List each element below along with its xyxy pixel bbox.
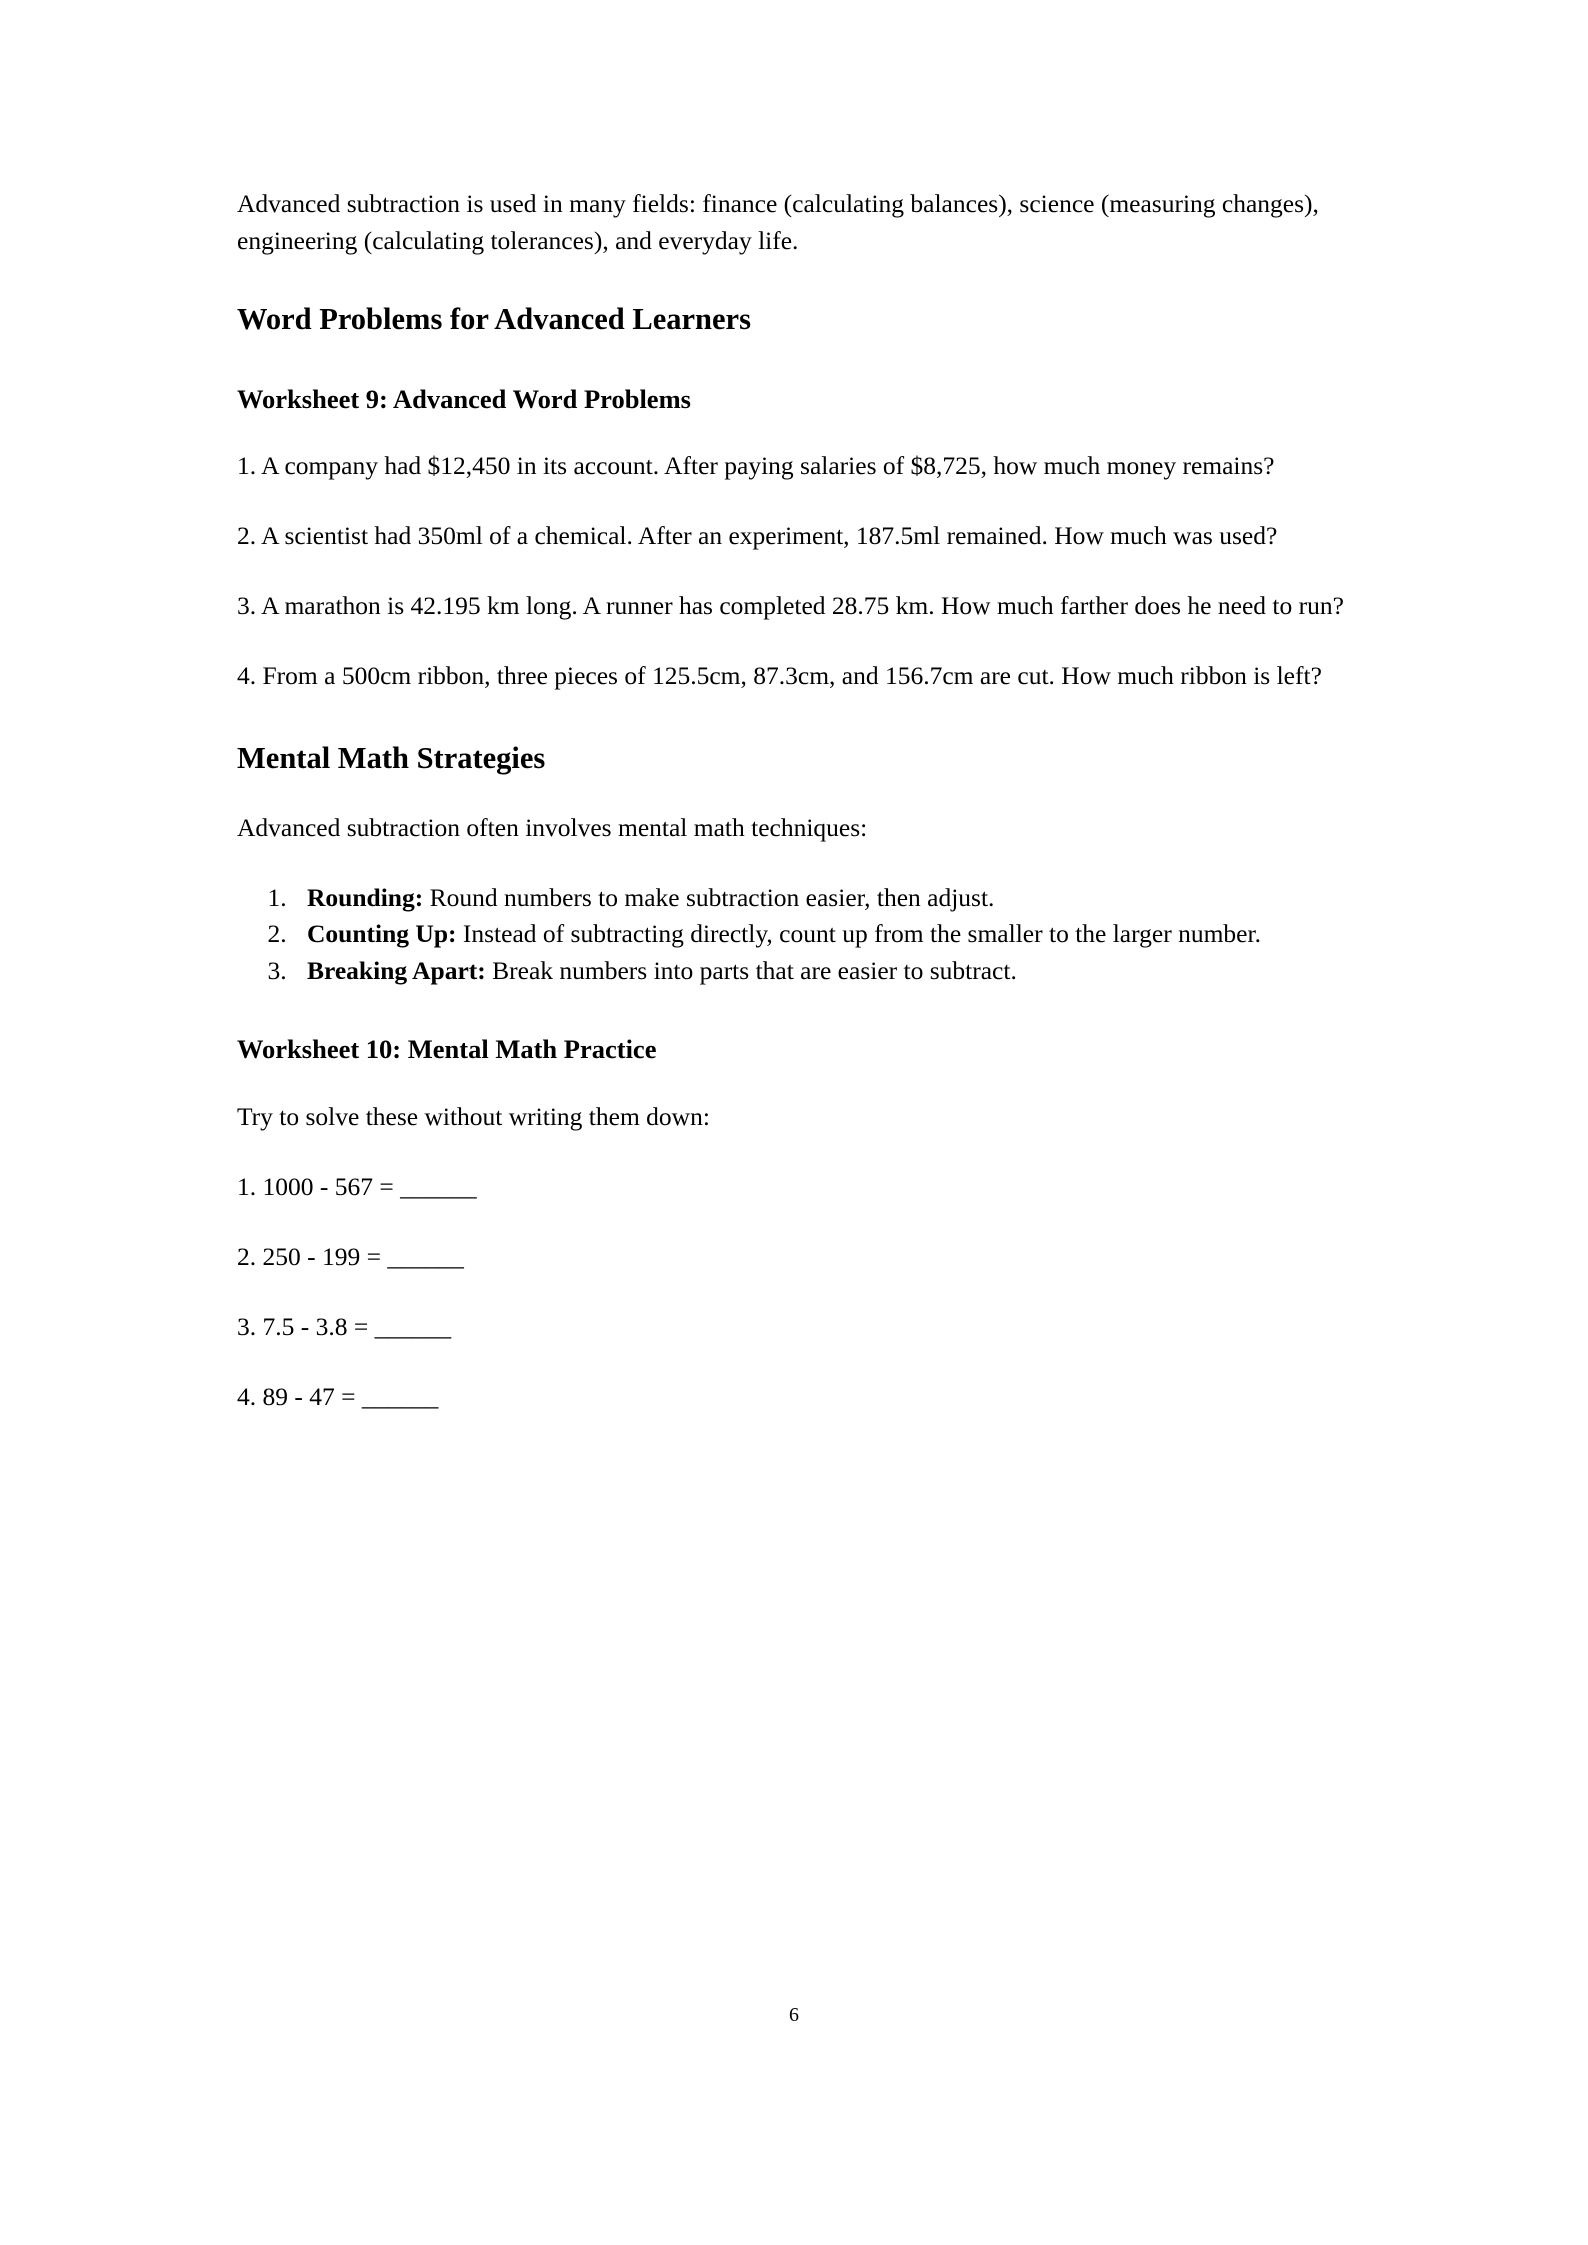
- practice-problem-2: 2. 250 - 199 = ______: [237, 1241, 464, 1271]
- section-heading-word-problems: Word Problems for Advanced Learners: [237, 301, 751, 336]
- word-problem-1: 1. A company had $12,450 in its account. After paying salaries of $8,725, how much money remains?: [237, 451, 1275, 481]
- strategy-label-breaking-apart: Breaking Apart:: [307, 956, 486, 986]
- word-problem-4: 4. From a 500cm ribbon, three pieces of 125.5cm, 87.3cm, and 156.7cm are cut. How much ribbon is left?: [237, 660, 1322, 690]
- practice-instruction: Try to solve these without writing them down:: [237, 1101, 710, 1131]
- subheading-worksheet-10: Worksheet 10: Mental Math Practice: [237, 1034, 657, 1065]
- practice-problem-3: 3. 7.5 - 3.8 = ______: [237, 1311, 452, 1341]
- list-item: [293, 953, 1347, 990]
- list-item: [293, 916, 1347, 953]
- strategy-label-counting-up: Counting Up:: [307, 919, 457, 949]
- word-problem-2: 2. A scientist had 350ml of a chemical. After an experiment, 187.5ml remained. How much was used?: [237, 520, 1278, 550]
- mental-math-lead-in: Advanced subtraction often involves mental math techniques:: [237, 812, 868, 842]
- intro-paragraph: Advanced subtraction is used in many fields: finance (calculating balances), science (measuring changes), engineering (calculating tolerances), and everyday life.: [237, 189, 1319, 255]
- strategy-label-rounding: Rounding:: [307, 882, 424, 912]
- practice-problem-4: 4. 89 - 47 = ______: [237, 1381, 439, 1411]
- list-item: [293, 880, 1347, 917]
- subheading-worksheet-9: Worksheet 9: Advanced Word Problems: [237, 383, 691, 414]
- word-problem-3: 3. A marathon is 42.195 km long. A runner has completed 28.75 km. How much farther does he need to run?: [237, 590, 1344, 620]
- page-content: [237, 186, 1347, 1449]
- strategy-text-counting-up: Instead of subtracting directly, count up from the smaller to the larger number.: [456, 919, 1261, 949]
- practice-problem-1: 1. 1000 - 567 = ______: [237, 1171, 477, 1201]
- page-number: 6: [789, 2004, 799, 2026]
- strategy-text-breaking-apart: Break numbers into parts that are easier to subtract.: [485, 956, 1017, 986]
- section-heading-mental-math: Mental Math Strategies: [237, 740, 546, 775]
- strategy-text-rounding: Round numbers to make subtraction easier, then adjust.: [423, 882, 995, 912]
- strategy-list: [237, 880, 1347, 991]
